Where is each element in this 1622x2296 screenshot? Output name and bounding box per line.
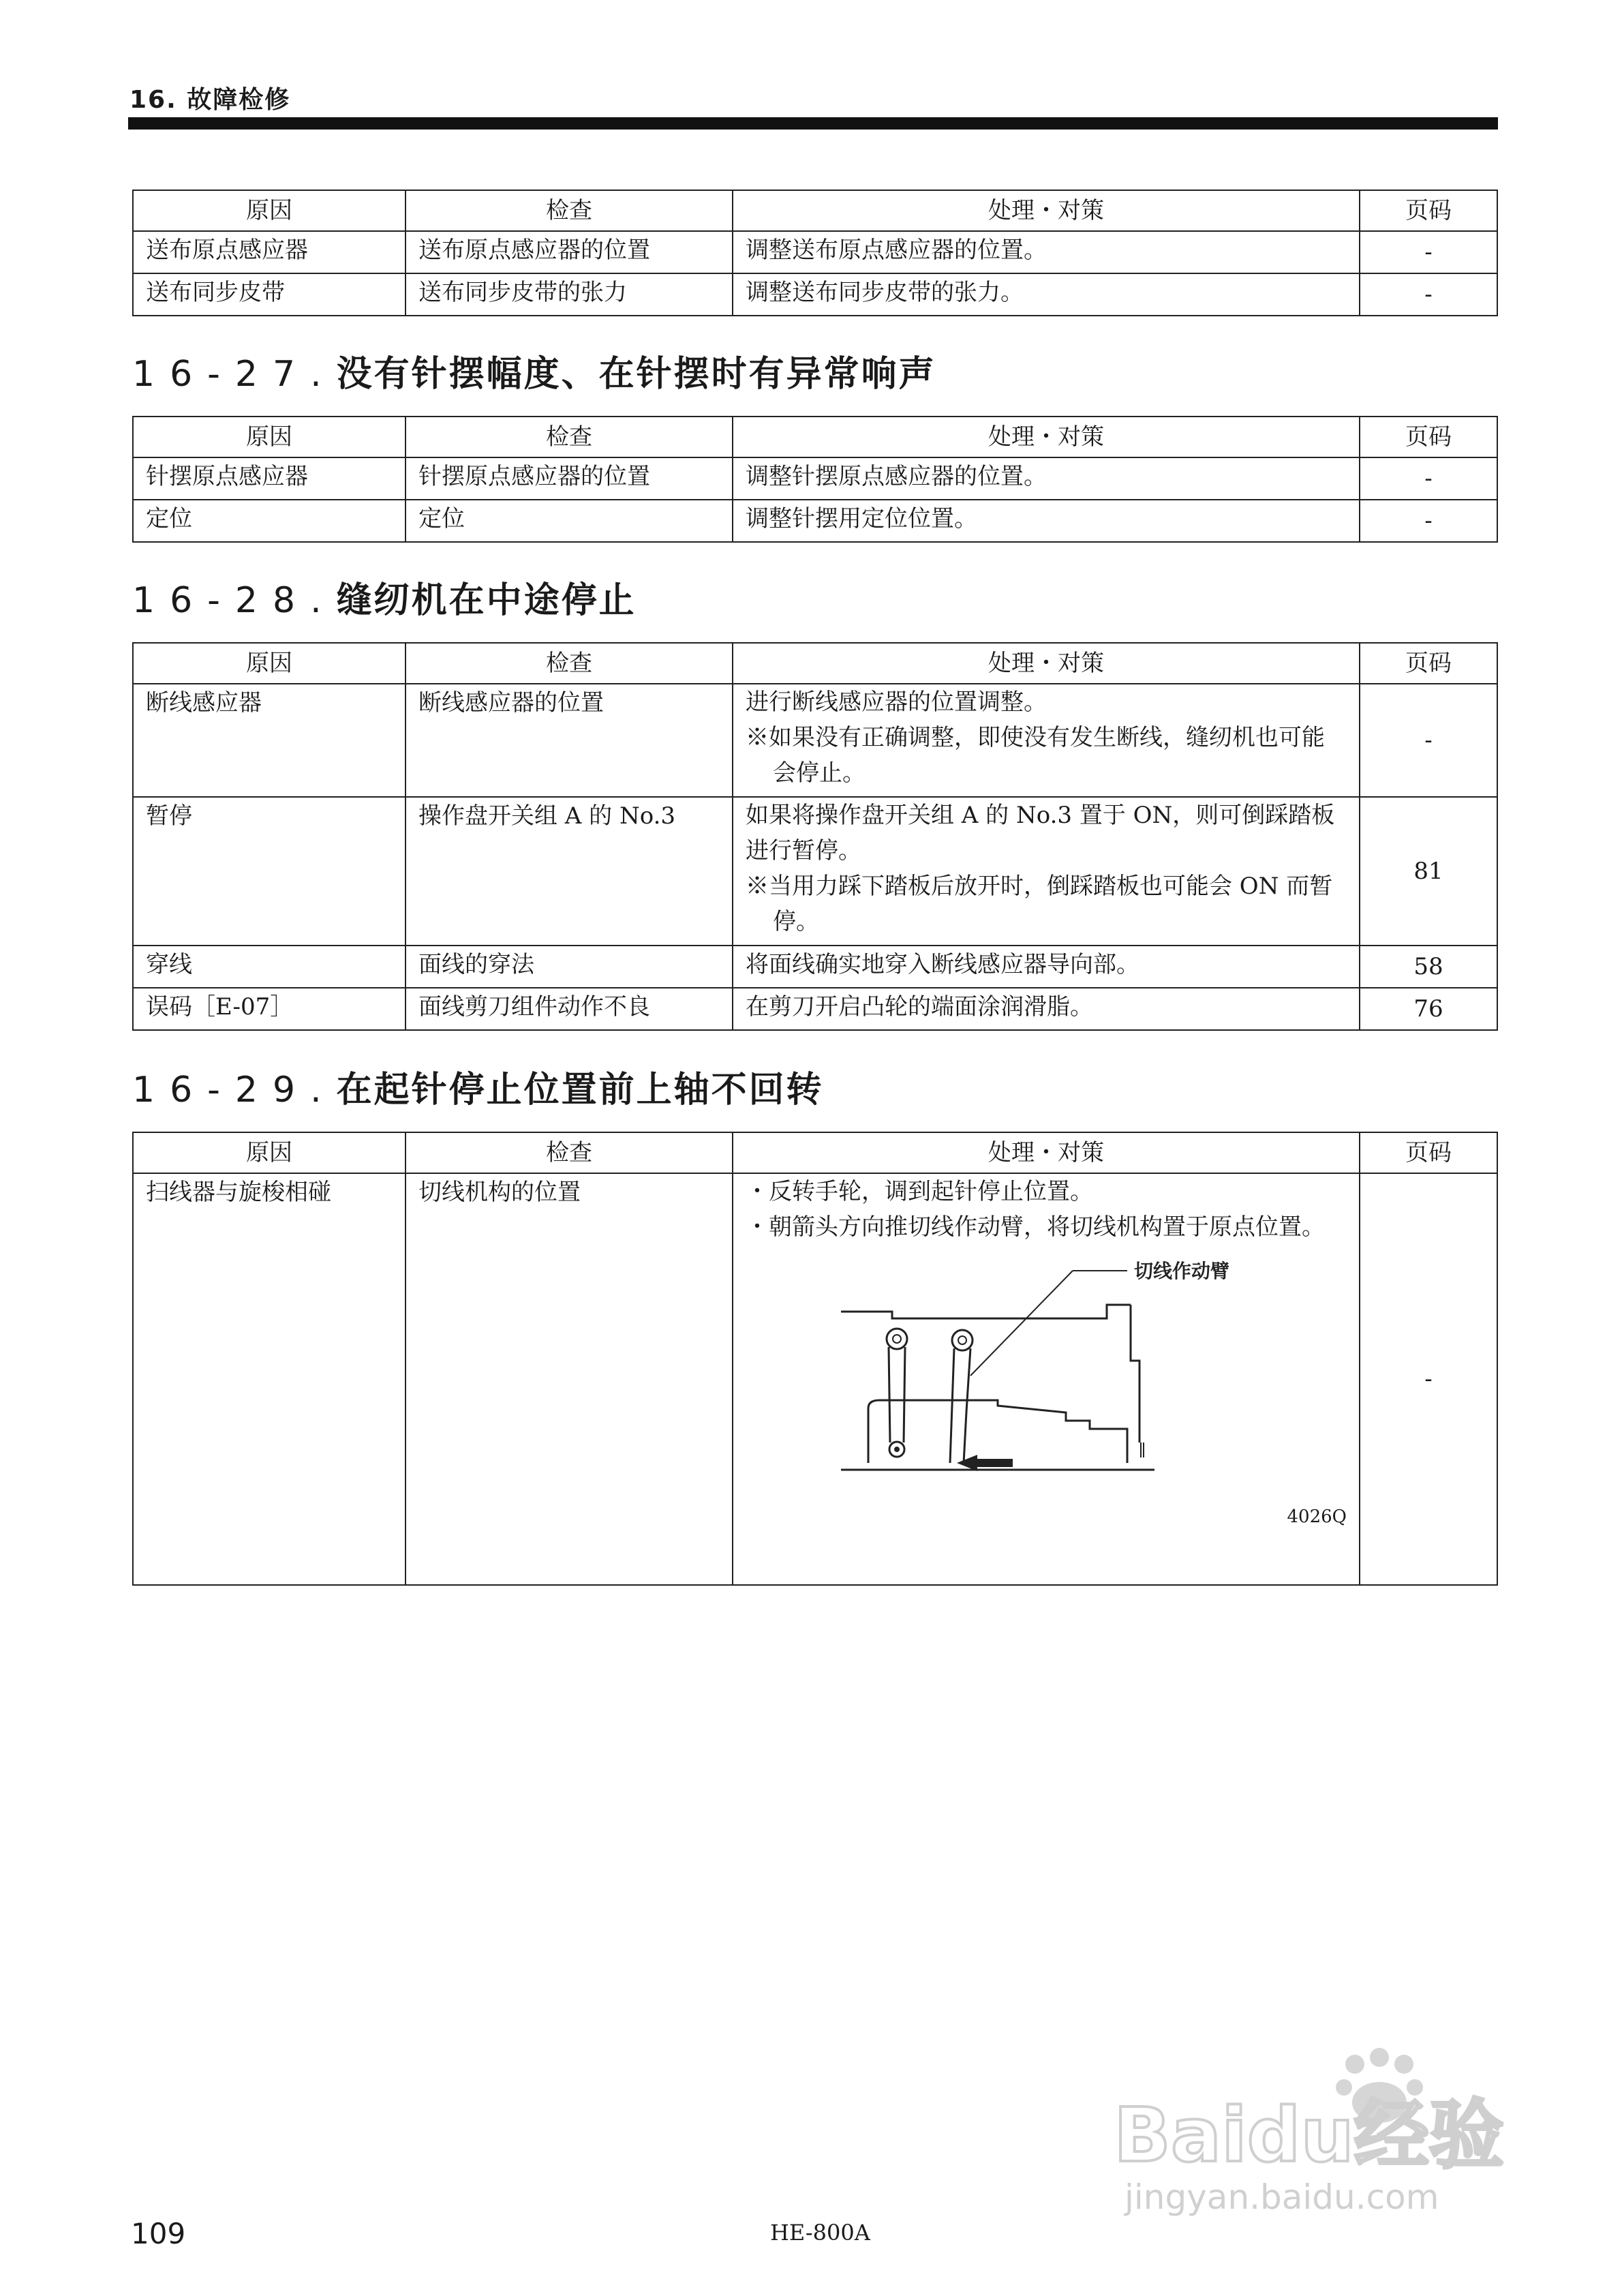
col-page: 页码 [1360,417,1497,457]
col-check: 检查 [406,643,733,684]
cell-cause: 穿线 [133,946,406,988]
table-row [133,988,1497,1030]
page-number: 109 [131,2217,186,2250]
cell-action: 调整送布同步皮带的张力。 [733,273,1360,316]
cell-page: - [1360,684,1497,797]
col-page: 页码 [1360,643,1497,684]
cell-page: - [1360,231,1497,273]
action-step-1: ・反转手轮，调到起针停止位置。 [746,1178,1093,1205]
cell-cause: 断线感应器 [133,684,406,797]
section-number: 16-27. [132,354,337,395]
cell-page: 58 [1360,946,1497,988]
section-heading-16-29 [132,1061,824,1112]
cell-page: 76 [1360,988,1497,1030]
cell-page: - [1360,457,1497,500]
section-title: 在起针停止位置前上轴不回转 [336,1070,824,1111]
cell-cause: 送布原点感应器 [133,231,406,273]
cell-action: 调整针摆原点感应器的位置。 [733,457,1360,500]
col-cause: 原因 [133,643,406,684]
cell-cause: 针摆原点感应器 [133,457,406,500]
col-action: 处理・对策 [733,1132,1360,1173]
section-title: 缝纫机在中途停止 [336,580,637,621]
chapter-header: 16. 故障检修 [129,86,291,114]
cell-cause: 暂停 [133,797,406,946]
col-action: 处理・对策 [733,643,1360,684]
table-top [132,190,1498,316]
watermark-url: jingyan.baidu.com [1124,2177,1439,2217]
action-note: ※当用力踩下踏板后放开时，倒踩踏板也可能会 ON 而暂停。 [746,873,1333,935]
action-step-2: ・朝箭头方向推切线作动臂，将切线机构置于原点位置。 [746,1213,1325,1241]
section-heading-16-27 [132,345,936,396]
table-16-28 [132,642,1498,1031]
action-note: ※如果没有正确调整，即使没有发生断线，缝纫机也可能会停止。 [746,724,1325,787]
table-row [133,231,1497,273]
cell-check: 送布同步皮带的张力 [406,273,733,316]
table-row [133,500,1497,542]
col-cause: 原因 [133,1132,406,1173]
table-header-row [133,1132,1497,1173]
cell-check: 操作盘开关组 A 的 No.3 [406,797,733,946]
cell-action: 在剪刀开启凸轮的端面涂润滑脂。 [733,988,1360,1030]
watermark-brand: Baidu经验 [1114,2091,1504,2179]
table-row [133,457,1497,500]
col-cause: 原因 [133,190,406,231]
cell-check: 针摆原点感应器的位置 [406,457,733,500]
col-action: 处理・对策 [733,190,1360,231]
cell-check: 送布原点感应器的位置 [406,231,733,273]
cell-check: 切线机构的位置 [406,1173,733,1585]
col-page: 页码 [1360,1132,1497,1173]
cell-page: - [1360,1173,1497,1585]
action-text: 如果将操作盘开关组 A 的 No.3 置于 ON，则可倒踩踏板进行暂停。 [746,802,1335,864]
thread-trimmer-diagram [746,1258,1345,1504]
table-row [133,797,1497,946]
table-header-row [133,643,1497,684]
table-row [133,273,1497,316]
col-page: 页码 [1360,190,1497,231]
table-row [133,946,1497,988]
figure-code: 4026Q [1287,1507,1347,1527]
section-number: 16-29. [132,1070,337,1111]
table-header-row [133,190,1497,231]
cell-page: 81 [1360,797,1497,946]
table-16-27 [132,416,1498,543]
cell-action: 调整针摆用定位位置。 [733,500,1360,542]
section-number: 16-28. [132,580,337,621]
cell-cause: 定位 [133,500,406,542]
cell-page: - [1360,273,1497,316]
col-action: 处理・对策 [733,417,1360,457]
col-check: 检查 [406,417,733,457]
model-name: HE-800A [770,2220,870,2246]
cell-check: 面线剪刀组件动作不良 [406,988,733,1030]
col-cause: 原因 [133,417,406,457]
col-check: 检查 [406,190,733,231]
table-header-row [133,417,1497,457]
cell-cause: 扫线器与旋梭相碰 [133,1173,406,1585]
cell-action: 调整送布原点感应器的位置。 [733,231,1360,273]
table-16-29 [132,1132,1498,1586]
cell-cause: 误码［E-07］ [133,988,406,1030]
cell-action [733,1173,1360,1585]
cell-check: 面线的穿法 [406,946,733,988]
cell-cause: 送布同步皮带 [133,273,406,316]
cell-action [733,684,1360,797]
cell-check: 断线感应器的位置 [406,684,733,797]
table-row [133,1173,1497,1585]
baidu-watermark [1104,2045,1513,2222]
cell-page: - [1360,500,1497,542]
cell-action [733,797,1360,946]
header-rule [128,117,1498,130]
col-check: 检查 [406,1132,733,1173]
cell-check: 定位 [406,500,733,542]
figure-label: 切线作动臂 [1134,1260,1230,1282]
section-heading-16-28 [132,571,637,622]
section-title: 没有针摆幅度、在针摆时有异常响声 [336,354,936,395]
table-row [133,684,1497,797]
cell-action: 将面线确实地穿入断线感应器导向部。 [733,946,1360,988]
action-text: 进行断线感应器的位置调整。 [746,689,1047,716]
